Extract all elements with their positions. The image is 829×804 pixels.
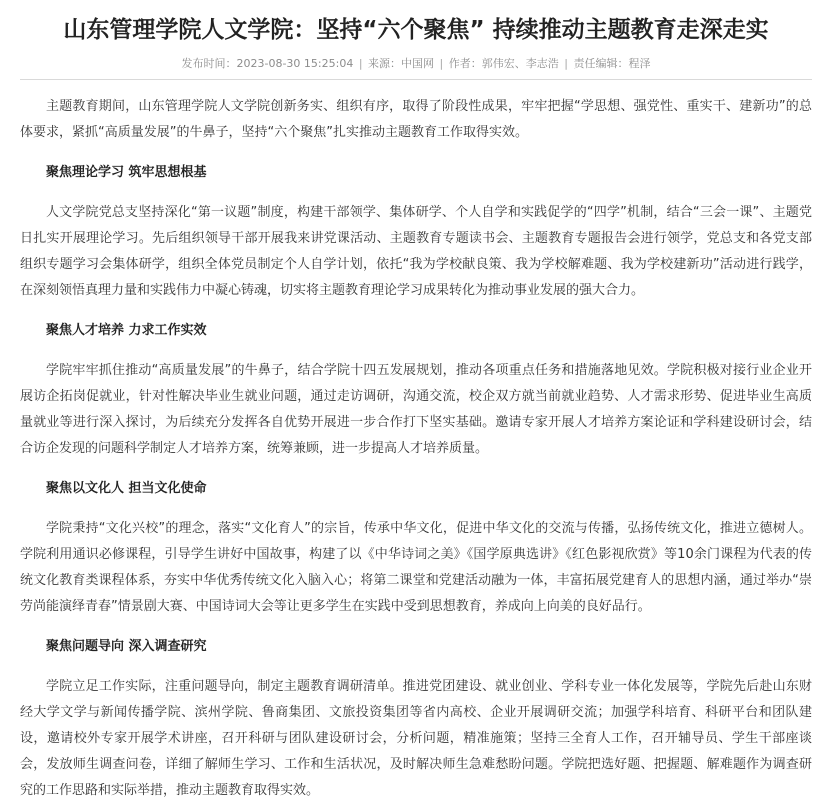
editor-label: 责任编辑： [573,57,629,70]
author-label: 作者： [448,57,482,70]
meta-separator: | [439,57,444,70]
publish-time: 2023-08-30 15:25:04 [236,57,354,70]
author-name: 郭伟宏、李志浩 [481,57,559,70]
editor-name: 程泽 [628,57,651,70]
section-heading-research: 聚焦问题导向 深入调查研究 [46,639,207,654]
article-meta [20,55,812,73]
title-divider [20,79,812,80]
section-heading-culture: 聚焦以文化人 担当文化使命 [46,481,207,496]
meta-separator: | [564,57,568,70]
section-text-research: 学院立足工作实际，注重问题导向，制定主题教育调研清单。推进党团建设、就业创业、学科专业一体化发展等，学院先后赴山东财经大学文学与新闻传播学院、滨州学院、鲁商集团、文旅投资集团等省内高校、企业开展调研交流；加强学科培育、科研平台和团队建设，邀请校外专家开展学术讲座，召开科研与团队建设研讨会，分析问题，精准施策；坚持三全育人工作，召开辅导员、学生干部座谈会，发放师生调查问卷，详细了解师生学习、工作和生活状况，及时解决师生急难愁盼问题。学院把选好题、把握题、解难题作为调查研究的工作思路和实际举措，推动主题教育取得实效。 [20,679,812,798]
intro-paragraph: 主题教育期间，山东管理学院人文学院创新务实、组织有序，取得了阶段性成果，牢牢把握“学思想、强党性、重实干、建新功”的总体要求，紧抓“高质量发展”的牛鼻子，坚持“六个聚焦”扎实推动主题教育工作取得实效。 [20,99,812,140]
section-heading-talent: 聚焦人才培养 力求工作实效 [46,323,207,338]
section-text-culture: 学院秉持“文化兴校”的理念，落实“文化育人”的宗旨，传承中华文化，促进中华文化的交流与传播，弘扬传统文化，推进立德树人。学院利用通识必修课程，引导学生讲好中国故事，构建了以《中华诗词之美》《国学原典选讲》《红色影视欣赏》等10余门课程为代表的传统文化教育类课程体系，夯实中华优秀传统文化入脑入心；将第二课堂和党建活动融为一体，丰富拓展党建育人的思想内涵，通过举办“崇劳尚能演绎青春”情景剧大赛、中国诗词大会等让更多学生在实践中受到思想教育，养成向上向美的良好品行。 [20,521,812,614]
section-text-talent: 学院牢牢抓住推动“高质量发展”的牛鼻子，结合学院十四五发展规划，推动各项重点任务和措施落地见效。学院积极对接行业企业开展访企拓岗促就业，针对性解决毕业生就业问题，通过走访调研，沟通交流，校企双方就当前就业趋势、人才需求形势、促进毕业生高质量就业等进行深入探讨，为后续充分发挥各自优势开展进一步合作打下坚实基础。邀请专家开展人才培养方案论证和学科建设研讨会，结合访企发现的问题科学制定人才培养方案，统筹兼顾，进一步提高人才培养质量。 [20,363,812,456]
source-name: 中国网 [401,57,435,70]
section-text-theory: 人文学院党总支坚持深化“第一议题”制度，构建干部领学、集体研学、个人自学和实践促学的“四学”机制，结合“三会一课”、主题党日扎实开展理论学习。先后组织领导干部开展我来讲党课活动、主题教育专题读书会、主题教育专题报告会进行领学，党总支和各党支部组织专题学习会集体研学，组织全体党员制定个人自学计划，依托“我为学校献良策、我为学校解难题、我为学校建新功”活动进行践学，在深刻领悟真理力量和实践伟力中凝心铸魂，切实将主题教育理论学习成果转化为推动事业发展的强大合力。 [20,205,812,298]
section-heading-theory: 聚焦理论学习 筑牢思想根基 [46,165,207,180]
article-body [20,94,812,804]
publish-label: 发布时间： [181,57,237,70]
article-title: 山东管理学院人文学院：坚持“六个聚焦” 持续推动主题教育走深走实 [63,17,769,43]
source-label: 来源： [368,57,402,70]
meta-separator: | [358,57,363,70]
